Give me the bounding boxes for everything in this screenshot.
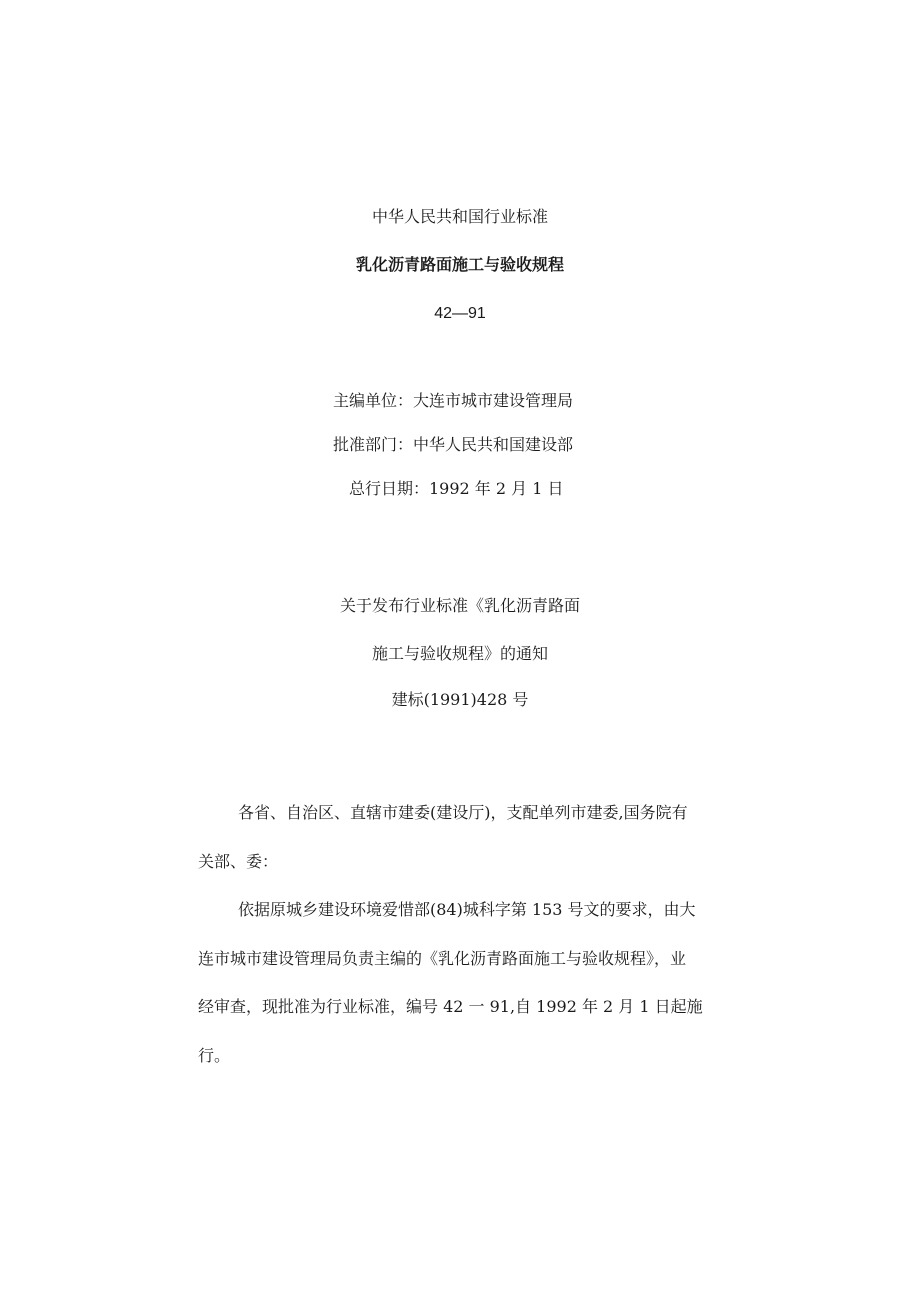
editor-unit: 主编单位：大连市城市建设管理局 xyxy=(333,391,574,410)
notice-title-line-2: 施工与验收规程》的通知 xyxy=(371,644,548,663)
notice-body xyxy=(198,805,722,1096)
body-line: 依据原城乡建设环境爱惜部(84)城科字第 153 号文的要求，由大 xyxy=(238,900,696,919)
document-code: 42—91 xyxy=(434,305,486,322)
approval-department: 批准部门：中华人民共和国建设部 xyxy=(333,435,574,454)
body-line: 连市城市建设管理局负责主编的《乳化沥青路面施工与验收规程》，业 xyxy=(198,948,687,968)
body-line: 各省、自治区、直辖市建委(建设厅)，支配单列市建委,国务院有 xyxy=(238,803,688,822)
publication-info xyxy=(333,393,573,525)
notice-title-line-1: 关于发布行业标准《乳化沥青路面 xyxy=(339,596,580,615)
effective-date: 总行日期：1992 年 2 月 1 日 xyxy=(349,479,564,498)
document-title: 乳化沥青路面施工与验收规程 xyxy=(355,255,564,274)
notice-number: 建标(1991)428 号 xyxy=(391,690,529,709)
body-line: 关部、委： xyxy=(198,851,279,871)
standard-category: 中华人民共和国行业标准 xyxy=(371,207,548,226)
body-line: 经审查，现批准为行业标准，编号 42 一 91,自 1992 年 2 月 1 日起施 xyxy=(198,997,703,1016)
body-line: 行。 xyxy=(198,1045,231,1065)
